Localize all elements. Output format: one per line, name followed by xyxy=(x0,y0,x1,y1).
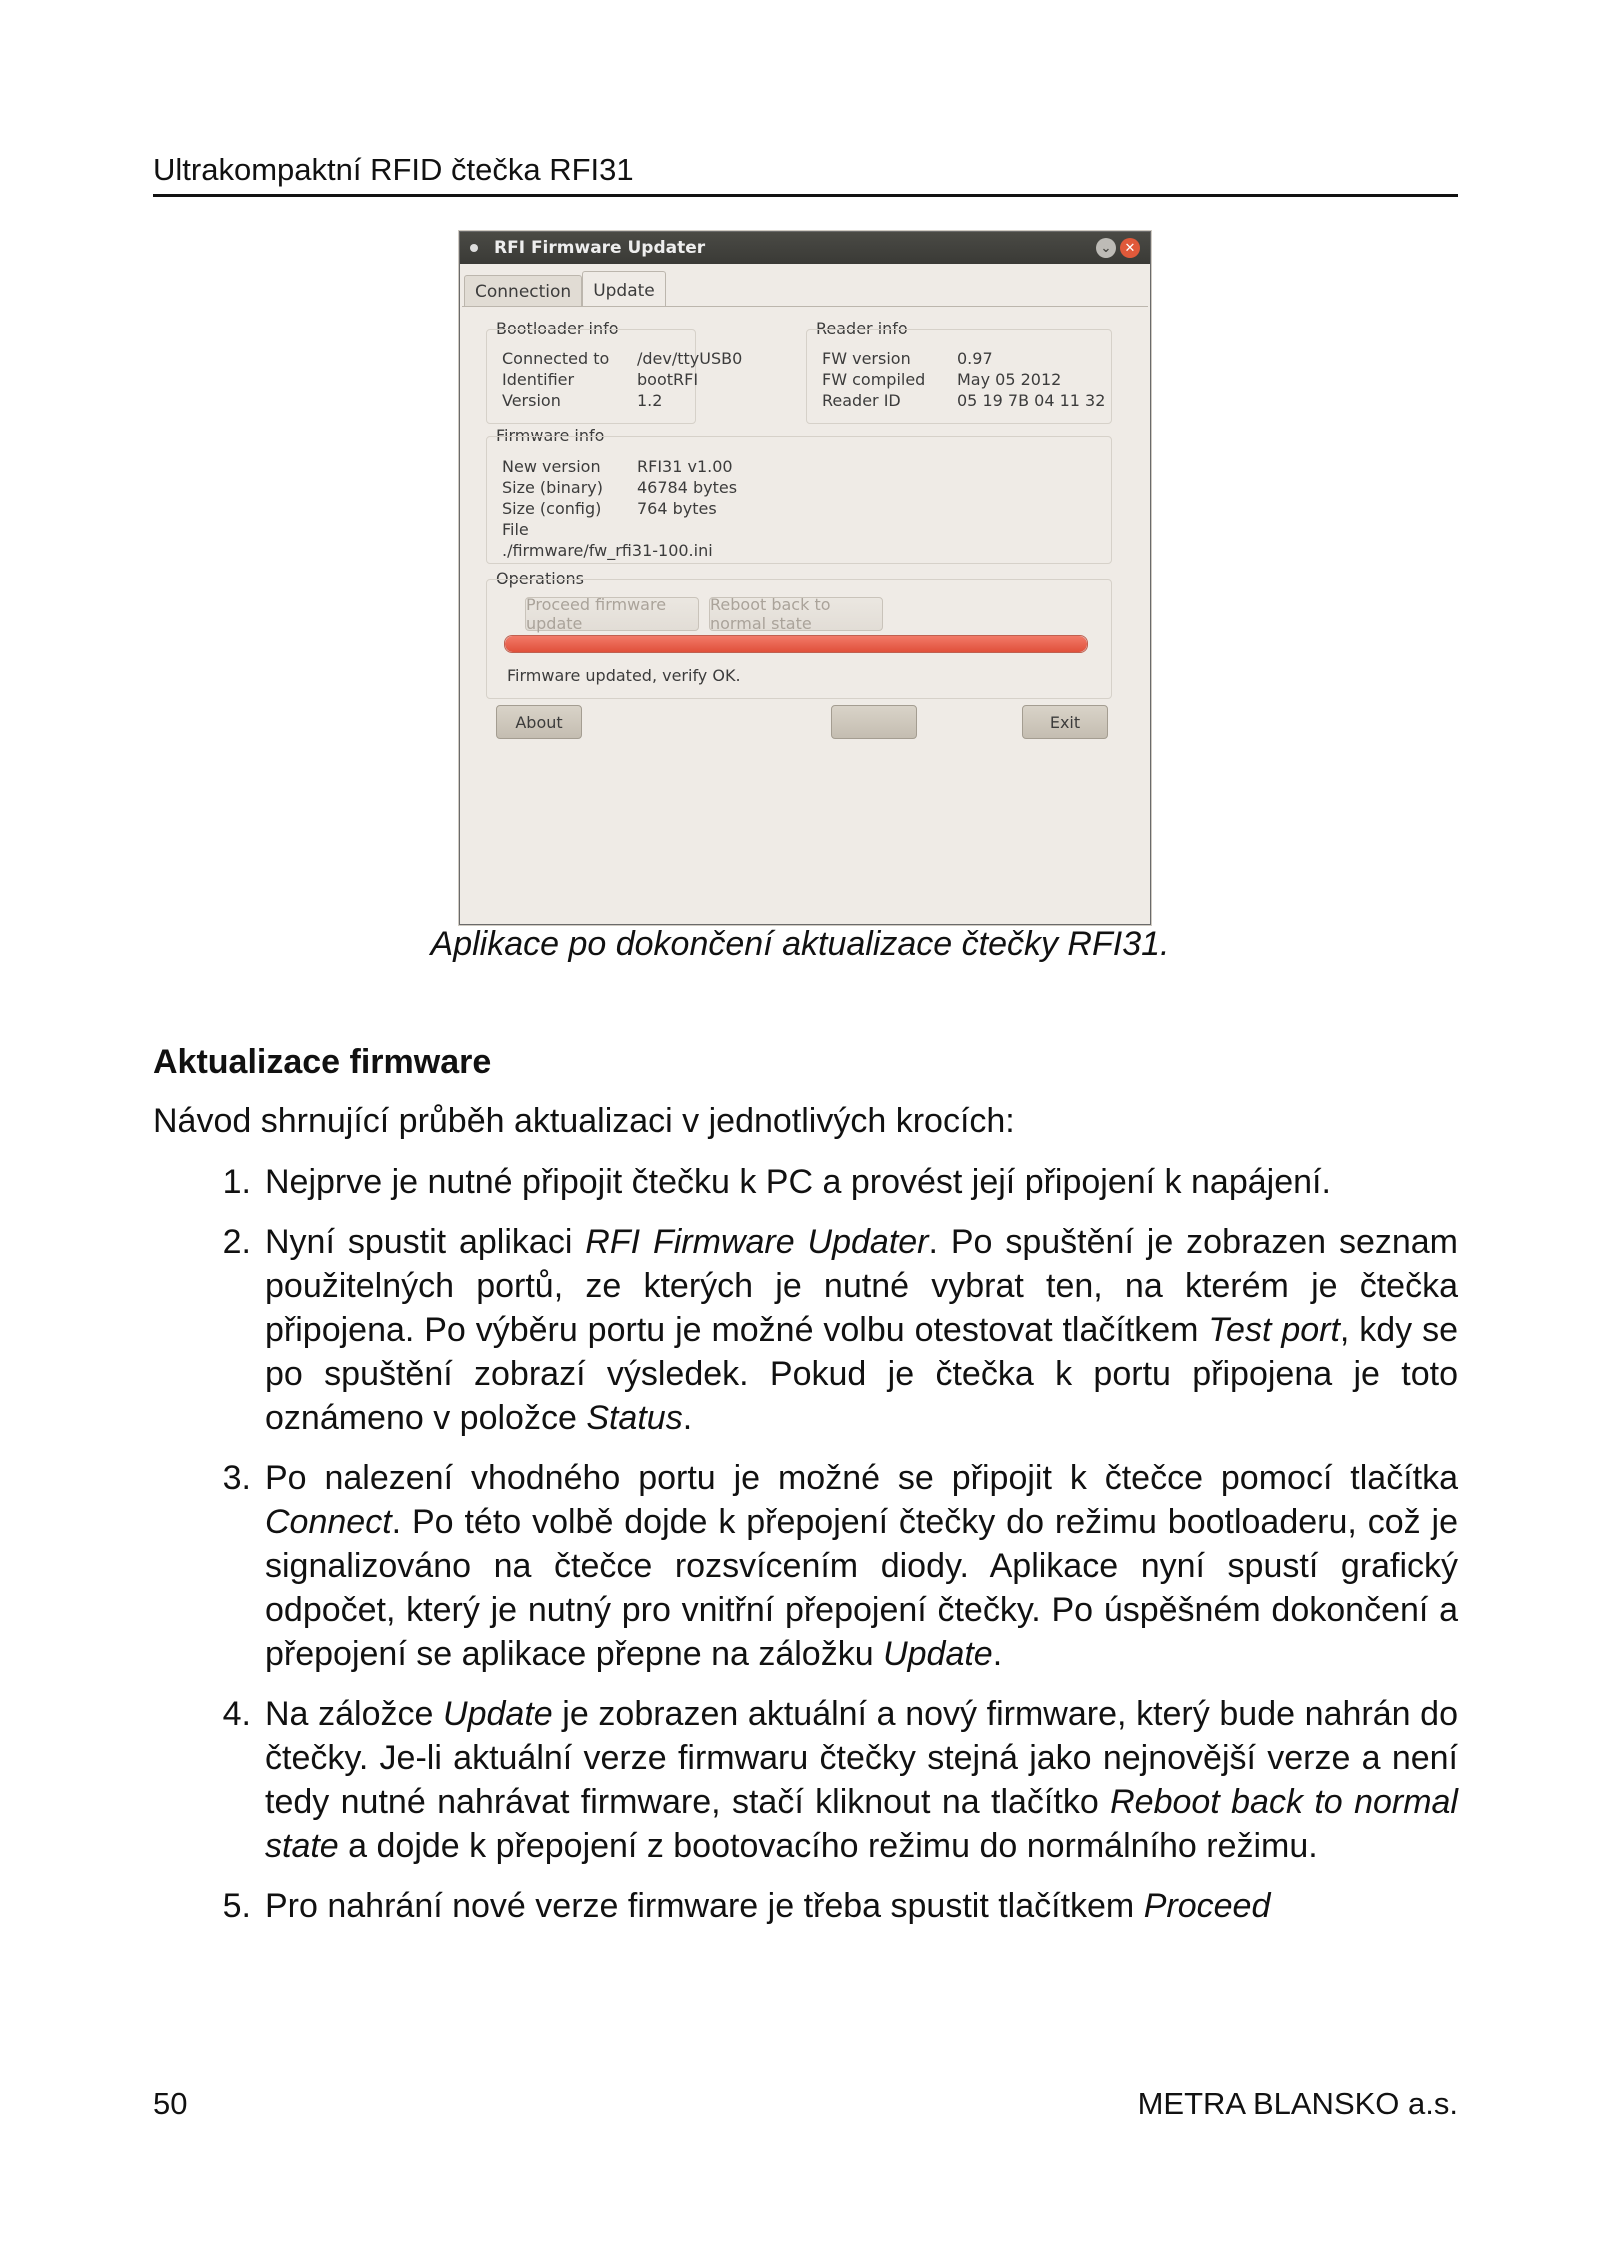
reader-value: May 05 2012 xyxy=(957,370,1062,389)
list-item-text xyxy=(265,1160,1458,1204)
bootloader-info-label: Bootloader info xyxy=(496,319,619,338)
bootloader-key: Identifier xyxy=(502,370,575,389)
app-window xyxy=(459,231,1151,925)
body-text: Nejprve je nutné připojit čtečku k PC a provést její připojení k napájení. xyxy=(265,1163,1331,1201)
bootloader-value: 1.2 xyxy=(637,391,663,410)
progress-bar xyxy=(504,635,1088,653)
list-item-number: 3. xyxy=(222,1459,251,1497)
page-header: Ultrakompaktní RFID čtečka RFI31 xyxy=(153,152,1458,197)
reader-value: 0.97 xyxy=(957,349,993,368)
tab-update[interactable]: Update xyxy=(582,271,666,307)
reader-key: FW compiled xyxy=(822,370,926,389)
reboot-normal-state-button[interactable]: Reboot back to normal state xyxy=(709,597,883,631)
body-text: Po nalezení vhodného portu je možné se připojit k čtečce pomocí tlačítka xyxy=(265,1459,1458,1497)
company-name: METRA BLANSKO a.s. xyxy=(1137,2086,1458,2121)
body-text: , kdy se po spuštění zobrazí výsledek. Pokud je čtečka k portu připojena je toto oznámeno v položce xyxy=(265,1311,1458,1437)
emphasis-text: RFI Firmware Updater xyxy=(585,1223,929,1261)
body-text: . xyxy=(992,1635,1003,1673)
bootloader-key: Connected to xyxy=(502,349,610,368)
list-item-number: 2. xyxy=(222,1223,251,1261)
body-text: . Po této volbě dojde k přepojení čtečky do režimu bootloaderu, což je signalizováno na čtečce rozsvícením diody. Aplikace nyní spustí grafický odpočet, který je nutný pro vnitřní přepojení čtečky. Po úspěšném dokončení a přepojení se aplikace přepne na záložku xyxy=(265,1503,1458,1673)
list-item xyxy=(153,1160,1458,1204)
about-button[interactable]: About xyxy=(496,705,582,739)
bootloader-value: /dev/ttyUSB0 xyxy=(637,349,743,368)
emphasis-text: Reboot back to normal state xyxy=(265,1783,1458,1865)
close-icon[interactable]: ✕ xyxy=(1120,238,1140,258)
emphasis-text: Connect xyxy=(265,1503,392,1541)
status-text: Firmware updated, verify OK. xyxy=(507,666,741,685)
body-text: je zobrazen aktuální a nový firmware, který bude nahrán do čtečky. Je-li aktuální verze firmwaru čtečky stejná jako nejnovější verze a není tedy nutné nahrávat firmware, stačí kliknout na tlačítko xyxy=(265,1695,1459,1821)
firmware-value: 46784 bytes xyxy=(637,478,738,497)
body-text: Pro nahrání nové verze firmware je třeba spustit tlačítkem xyxy=(265,1887,1144,1925)
body-text: . Po spuštění je zobrazen seznam použitelných portů, ze kterých je nutné vybrat ten, na kterém je čtečka připojena. Po výběru portu je možné volbu otestovat tlačítkem xyxy=(265,1223,1459,1349)
emphasis-text: Status xyxy=(586,1399,683,1437)
window-title: RFI Firmware Updater xyxy=(494,238,706,258)
list-item xyxy=(153,1692,1458,1868)
firmware-info-label: Firmware info xyxy=(496,426,605,445)
proceed-firmware-update-button[interactable]: Proceed firmware update xyxy=(525,597,699,631)
body-text: Na záložce xyxy=(265,1695,444,1733)
update-panel xyxy=(462,306,1148,922)
menu-dot-icon[interactable] xyxy=(470,244,478,252)
emphasis-text: Proceed xyxy=(1143,1887,1271,1925)
emphasis-text: Update xyxy=(443,1695,553,1733)
list-item-number: 5. xyxy=(222,1887,251,1925)
section-intro: Návod shrnující průběh aktualizaci v jednotlivých krocích: xyxy=(153,1102,1015,1140)
exit-button-placeholder xyxy=(831,705,917,739)
tab-connection[interactable]: Connection xyxy=(464,275,582,306)
page-number: 50 xyxy=(153,2086,188,2121)
reader-key: Reader ID xyxy=(822,391,901,410)
file-label: File xyxy=(502,520,529,539)
reader-key: FW version xyxy=(822,349,911,368)
emphasis-text: Update xyxy=(883,1635,993,1673)
reader-value: 05 19 7B 04 11 32 xyxy=(957,391,1106,410)
steps-list xyxy=(153,1160,1458,1944)
firmware-key: New version xyxy=(502,457,601,476)
file-path: ./firmware/fw_rfi31-100.ini xyxy=(502,541,713,560)
minimize-icon[interactable]: ⌄ xyxy=(1096,238,1116,258)
list-item-text xyxy=(265,1884,1458,1928)
emphasis-text: Test port xyxy=(1208,1311,1340,1349)
body-text: a dojde k přepojení z bootovacího režimu do normálního režimu. xyxy=(338,1827,1318,1865)
reader-info-label: Reader info xyxy=(816,319,908,338)
firmware-key: Size (config) xyxy=(502,499,602,518)
title-bar xyxy=(460,232,1150,264)
list-item-text xyxy=(265,1692,1458,1868)
list-item xyxy=(153,1456,1458,1676)
list-item-text xyxy=(265,1456,1458,1676)
progress-fill xyxy=(505,636,1087,652)
operations-label: Operations xyxy=(496,569,584,588)
body-text: Nyní spustit aplikaci xyxy=(265,1223,586,1261)
firmware-key: Size (binary) xyxy=(502,478,604,497)
list-item-number: 1. xyxy=(222,1163,251,1201)
body-text: . xyxy=(682,1399,693,1437)
figure-caption: Aplikace po dokončení aktualizace čtečky RFI31. xyxy=(430,925,1170,963)
bootloader-key: Version xyxy=(502,391,561,410)
list-item-text xyxy=(265,1220,1458,1440)
firmware-value: 764 bytes xyxy=(637,499,717,518)
tab-bar xyxy=(464,270,666,306)
firmware-value: RFI31 v1.00 xyxy=(637,457,733,476)
list-item xyxy=(153,1884,1458,1928)
section-title: Aktualizace firmware xyxy=(153,1043,492,1081)
exit-button[interactable]: Exit xyxy=(1022,705,1108,739)
list-item-number: 4. xyxy=(222,1695,251,1733)
bootloader-value: bootRFI xyxy=(637,370,699,389)
list-item xyxy=(153,1220,1458,1440)
